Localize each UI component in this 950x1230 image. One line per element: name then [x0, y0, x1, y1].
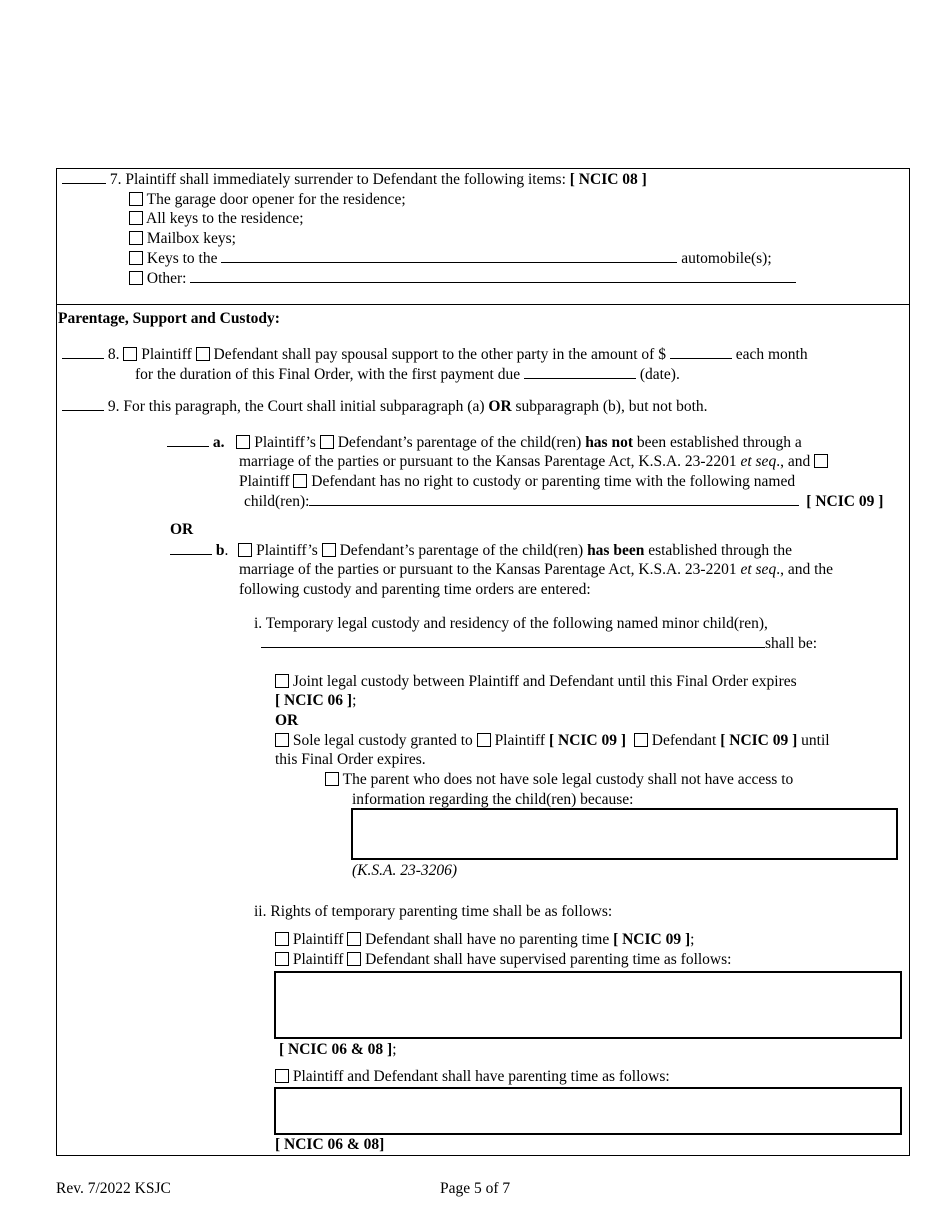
no-access-line2 [352, 790, 633, 809]
paragraph-9 [62, 397, 708, 416]
sub-a-children-blank[interactable] [309, 492, 799, 506]
both-parenting-checkbox[interactable] [275, 1069, 289, 1083]
section-i-or [275, 711, 298, 730]
initial-blank-a[interactable] [167, 433, 209, 447]
section-i-children-blank[interactable] [261, 634, 765, 648]
mailbox-checkbox[interactable] [129, 231, 143, 245]
sole-defendant-label: Defendant [651, 732, 717, 749]
joint-custody-label: Joint legal custody between Plaintiff and Defendant until this Final Order expires [292, 673, 797, 690]
paragraph-8 [62, 345, 808, 364]
supervised-ncic-text: [ NCIC 06 & 08 ] [279, 1041, 393, 1058]
p7-number: 7. [109, 171, 122, 188]
sub-a-line3-defendant-checkbox[interactable] [293, 474, 307, 488]
p7-option-garage [129, 190, 406, 209]
footer-page-number [440, 1179, 510, 1198]
sole-defendant-checkbox[interactable] [634, 733, 648, 747]
sub-a-line2-b: ., and [776, 453, 811, 470]
p8-plaintiff-label: Plaintiff [141, 346, 192, 363]
sub-b-plaintiffs: Plaintiff’s [256, 542, 318, 559]
initial-blank-b[interactable] [170, 541, 212, 555]
p7-text: Plaintiff shall immediately surrender to Defendant the following items: [125, 171, 566, 188]
subparagraph-a-line3 [239, 472, 795, 491]
initial-blank-9[interactable] [62, 397, 104, 411]
p8-line2: for the duration of this Final Order, with the first payment due [135, 366, 521, 383]
p9-text-b: subparagraph (b), but not both. [515, 398, 708, 415]
joint-custody-ncic [275, 691, 356, 710]
sub-a-established: been established through a [636, 434, 802, 451]
sub-b-line3: following custody and parenting time orders are entered: [239, 581, 591, 598]
supervised-plaintiff-checkbox[interactable] [275, 952, 289, 966]
section-heading [58, 309, 280, 328]
sub-a-has-not: has not [585, 434, 633, 451]
footer-page-text: Page 5 of 7 [440, 1180, 511, 1197]
sub-b-line2-a: marriage of the parties or pursuant to the Kansas Parentage Act, K.S.A. 23-2201 [239, 561, 737, 578]
sub-a-defendant-checkbox[interactable] [320, 435, 334, 449]
section-ii-title-text: ii. Rights of temporary parenting time shall be as follows: [254, 903, 613, 920]
or-between-text: OR [170, 521, 194, 538]
keys-checkbox[interactable] [129, 211, 143, 225]
joint-ncic06: [ NCIC 06 ] [275, 692, 353, 709]
subparagraph-a [167, 433, 802, 452]
section-heading-text: Parentage, Support and Custody: [58, 310, 280, 327]
keys-label: All keys to the residence; [146, 210, 304, 227]
sole-plaintiff-checkbox[interactable] [477, 733, 491, 747]
no-parenting-defendant-checkbox[interactable] [347, 932, 361, 946]
other-label: Other: [146, 270, 187, 287]
initial-blank-8[interactable] [62, 345, 104, 359]
both-parenting-label: Plaintiff and Defendant shall have parenting time as follows: [292, 1068, 670, 1085]
section-divider [56, 304, 910, 305]
sub-b-line2-b: ., and the [776, 561, 834, 578]
p8-each-month: each month [735, 346, 808, 363]
supervised-details-box[interactable] [274, 971, 902, 1039]
no-access-reason-box[interactable] [351, 808, 898, 860]
section-ii-title [254, 902, 612, 921]
p9-or: OR [488, 398, 512, 415]
sub-a-et-seq: et seq [740, 453, 777, 470]
section-i-children-line [261, 634, 817, 653]
p8-date: (date). [639, 366, 680, 383]
p8-defendant-text: Defendant shall pay spousal support to the other party in the amount of $ [213, 346, 666, 363]
sole-custody-label: Sole legal custody granted to [292, 732, 473, 749]
no-access-label-1: The parent who does not have sole legal custody shall not have access to [342, 771, 794, 788]
supervised-semicolon: ; [392, 1041, 397, 1058]
p8-defendant-checkbox[interactable] [196, 347, 210, 361]
sub-b-plaintiff-checkbox[interactable] [238, 543, 252, 557]
first-payment-date-blank[interactable] [524, 365, 636, 379]
sub-a-line3-plaintiff: Plaintiff [239, 473, 290, 490]
supervised-plaintiff-label: Plaintiff [292, 951, 344, 968]
sub-a-children-label: child(ren): [244, 493, 310, 510]
other-blank[interactable] [190, 269, 796, 283]
automobile-blank[interactable] [221, 249, 677, 263]
sub-b-has-been: has been [587, 542, 645, 559]
p8-number: 8. [107, 346, 120, 363]
no-parenting-plaintiff-checkbox[interactable] [275, 932, 289, 946]
no-parenting-ncic: [ NCIC 09 ] [613, 931, 691, 948]
sole-defendant-ncic: [ NCIC 09 ] [720, 732, 798, 749]
subparagraph-b-line3 [239, 580, 591, 599]
no-parenting-semicolon: ; [690, 931, 695, 948]
both-parenting-ncic [275, 1135, 384, 1154]
section-i-or-text: OR [275, 712, 299, 729]
mailbox-label: Mailbox keys; [146, 230, 236, 247]
sub-a-ncic: [ NCIC 09 ] [806, 493, 884, 510]
sub-a-line3-rest: Defendant has no right to custody or parenting time with the following named [311, 473, 796, 490]
section-i-title [254, 614, 768, 633]
sole-plaintiff-ncic: [ NCIC 09 ] [548, 732, 627, 749]
sub-b-et-seq: et seq [740, 561, 777, 578]
sub-b-defendant-checkbox[interactable] [322, 543, 336, 557]
no-parenting-plaintiff-label: Plaintiff [292, 931, 344, 948]
sub-a-plaintiffs: Plaintiff’s [254, 434, 316, 451]
auto-label-pre: Keys to the [146, 250, 218, 267]
sole-plaintiff-label: Plaintiff [494, 732, 546, 749]
garage-label: The garage door opener for the residence; [146, 191, 406, 208]
sub-b-established: established through the [648, 542, 792, 559]
sole-custody-option [275, 731, 830, 750]
paragraph-7 [62, 170, 647, 189]
or-between-a-b [170, 520, 193, 539]
no-access-option [325, 770, 793, 789]
p7-ncic: [ NCIC 08 ] [569, 171, 647, 188]
ksa-citation-text: (K.S.A. 23-3206) [352, 862, 458, 879]
section-i-title-text: i. Temporary legal custody and residency of the following named minor child(ren), [254, 615, 768, 632]
p7-option-keys [129, 209, 304, 228]
no-access-label-2: information regarding the child(ren) because: [352, 791, 634, 808]
footer-revision-text: Rev. 7/2022 KSJC [56, 1180, 171, 1197]
auto-label-post: automobile(s); [681, 250, 772, 267]
p8-plaintiff-checkbox[interactable] [123, 347, 137, 361]
sole-expires-text: this Final Order expires. [275, 751, 426, 768]
both-parenting-ncic-text: [ NCIC 06 & 08] [275, 1136, 385, 1153]
p9-number: 9. [107, 398, 120, 415]
ksa-citation [352, 861, 457, 880]
joint-custody-checkbox[interactable] [275, 674, 289, 688]
initial-blank-7[interactable] [62, 170, 106, 184]
both-parenting-option [275, 1067, 670, 1086]
auto-checkbox[interactable] [129, 251, 143, 265]
subparagraph-a-line4 [244, 492, 883, 511]
joint-custody-option [275, 672, 797, 691]
p9-text-a: For this paragraph, the Court shall initial subparagraph (a) [123, 398, 485, 415]
supervised-ncic [279, 1040, 397, 1059]
subparagraph-a-line2 [239, 452, 828, 471]
no-parenting-label: Defendant shall have no parenting time [365, 931, 610, 948]
supervised-option [275, 950, 731, 969]
footer-revision [56, 1179, 171, 1198]
sole-custody-checkbox[interactable] [275, 733, 289, 747]
support-amount-blank[interactable] [670, 345, 732, 359]
p7-option-auto [129, 249, 772, 268]
subparagraph-b: b. Plaintiff’s Defendant’s parentage of the child(ren) has been established through the [170, 541, 792, 560]
p7-option-mailbox [129, 229, 236, 248]
sub-a-plaintiff-checkbox[interactable] [236, 435, 250, 449]
sole-until: until [801, 732, 830, 749]
supervised-label: Defendant shall have supervised parenting time as follows: [365, 951, 732, 968]
section-i-shall-be: shall be: [765, 635, 818, 652]
supervised-defendant-checkbox[interactable] [347, 952, 361, 966]
sub-a-label: a. [212, 434, 225, 451]
sole-custody-line2 [275, 750, 426, 769]
no-parenting-option [275, 930, 694, 949]
garage-checkbox[interactable] [129, 192, 143, 206]
sub-b-def-parentage: Defendant’s parentage of the child(ren) [339, 542, 584, 559]
both-parenting-details-box[interactable] [274, 1087, 902, 1135]
sub-b-label: b [215, 542, 225, 559]
subparagraph-b-line2 [239, 560, 833, 579]
no-access-checkbox[interactable] [325, 772, 339, 786]
sub-a-line2-plaintiff-checkbox[interactable] [814, 454, 828, 468]
sub-a-line2-a: marriage of the parties or pursuant to the Kansas Parentage Act, K.S.A. 23-2201 [239, 453, 737, 470]
p7-option-other [129, 269, 796, 288]
other-checkbox[interactable] [129, 271, 143, 285]
paragraph-8-line2 [135, 365, 680, 384]
joint-semicolon: ; [352, 692, 357, 709]
sub-a-def-parentage: Defendant’s parentage of the child(ren) [337, 434, 582, 451]
